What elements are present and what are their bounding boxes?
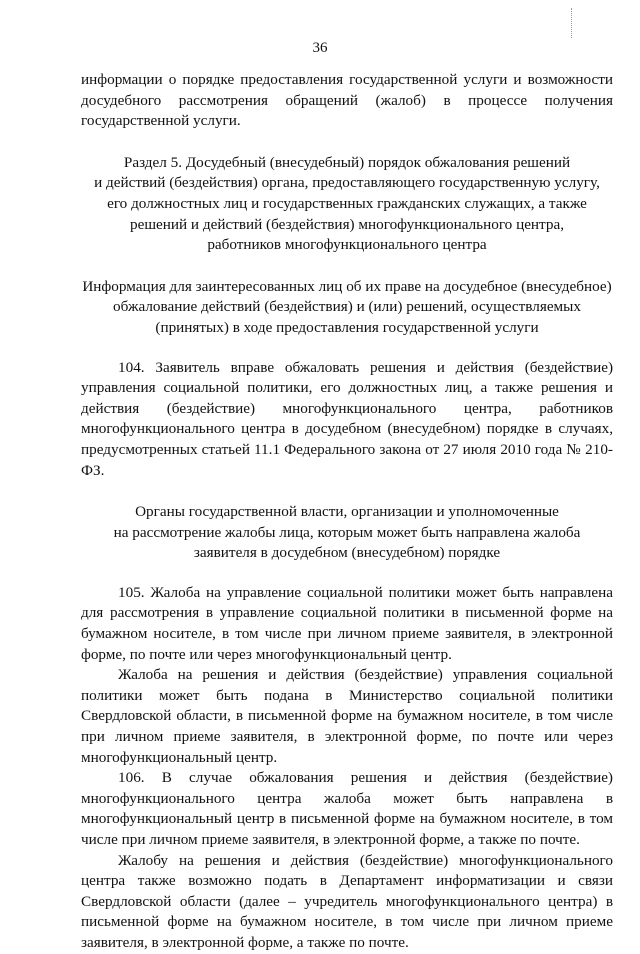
info-heading-line: (принятых) в ходе предоставления государственной услуги [155,318,539,336]
page-number: 36 [312,40,328,56]
section5-heading-line: его должностных лиц и государственных гражданских служащих, а также [107,194,587,212]
info-heading-line: Информация для заинтересованных лиц об их праве на досудебное (внесудебное) [82,277,612,295]
section5-heading-line: работников многофункционального центра [207,236,487,254]
paragraph-104: 104. Заявитель вправе обжаловать решения и действия (бездействие) управления социальной политики, его должностных лиц, а также решения и действия (бездействие) многофункционального центра, работников многофункционального центра в досудебном (внесудебном) порядке в случаях, предусмотренных статьей 11.1 Федерального закона от 27 июля 2010 года № 210-ФЗ. [81,358,613,479]
info-heading [81,277,613,339]
paragraph-105: 105. Жалоба на управление социальной политики может быть направлена для рассмотрения в управление социальной политики в письменной форме на бумажном носителе, в том числе при личном приеме заявителя, в электронной форме, по почте или через многофункциональный центр. [81,583,613,663]
section5-heading-line: и действий (бездействия) органа, предоставляющего государственную услугу, [94,174,600,192]
section5-heading [81,153,613,256]
section5-heading-line: Раздел 5. Досудебный (внесудебный) порядок обжалования решений [123,153,571,171]
document-body [81,70,613,954]
paragraph-106: 106. В случае обжалования решения и действия (бездействие) многофункционального центра жалоба может быть направлена в многофункциональный центр в письменной форме на бумажном носителе, в том числе при личном приеме заявителя, в электронной форме, а также по почте. [81,769,613,848]
intro-paragraph: информации о порядке предоставления государственной услуги и возможности досудебного рассмотрения обращений (жалоб) в процессе получения государственной услуги. [81,71,613,130]
paragraph-106-continued: Жалобу на решения и действия (бездействие) многофункционального центра также возможно подать в Департамент информатизации и связи Свердловской области (далее – учредитель многофункционального центра) в письменной форме на бумажном носителе, в том числе при личном приеме заявителя, в электронной форме, а также по почте. [81,851,613,951]
info-heading-line: обжалование действий (бездействия) и (или) решений, осуществляемых [113,298,581,316]
organs-heading-line: на рассмотрение жалобы лица, которым может быть направлена жалоба [113,523,581,541]
organs-heading-line: Органы государственной власти, организации и уполномоченные [135,503,559,521]
scan-margin-mark [571,8,574,38]
section5-heading-line: решений и действий (бездействия) многофункционального центра, [129,215,565,233]
organs-heading [81,502,613,564]
organs-heading-line: заявителя в досудебном (внесудебном) порядке [193,544,501,562]
paragraph-105-continued: Жалоба на решения и действия (бездействие) управления социальной политики может быть подана в Министерство социальной политики Свердловской области, в письменной форме на бумажном носителе, в том числе при личном приеме заявителя, в электронной форме, по почте или через многофункциональный центр. [81,666,613,766]
